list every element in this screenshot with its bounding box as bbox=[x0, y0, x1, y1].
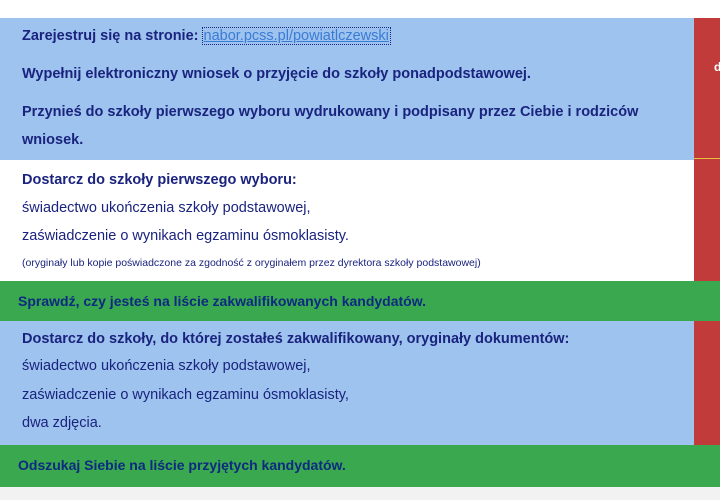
step-deliver-originals-panel bbox=[0, 321, 694, 445]
originals-heading: Dostarcz do szkoły, do której zostałeś zakwalifikowany, oryginały dokumentów: bbox=[22, 331, 570, 347]
deliver-heading: Dostarcz do szkoły pierwszego wyboru: bbox=[22, 172, 297, 188]
step-deliver-first-choice-panel bbox=[0, 160, 694, 281]
check-list-text: Sprawdź, czy jesteś na liście zakwalifikowanych kandydatów. bbox=[18, 293, 426, 309]
step-register-panel bbox=[0, 18, 694, 160]
bring-form-text-2: wniosek. bbox=[22, 132, 84, 148]
deliver-note: (oryginały lub kopie poświadczone za zgodność z oryginałem przez dyrektora szkoły podstawowej) bbox=[22, 257, 481, 269]
side-divider bbox=[694, 158, 720, 159]
bottom-strip bbox=[0, 487, 720, 500]
deliver-item-exam: zaświadczenie o wynikach egzaminu ósmoklasisty. bbox=[22, 228, 349, 244]
step-check-list-panel bbox=[0, 281, 720, 321]
originals-item-photos: dwa zdjęcia. bbox=[22, 415, 102, 431]
deliver-item-certificate: świadectwo ukończenia szkoły podstawowej, bbox=[22, 200, 311, 216]
side-column-lower bbox=[694, 321, 720, 445]
originals-item-exam: zaświadczenie o wynikach egzaminu ósmoklasisty, bbox=[22, 387, 349, 403]
side-column-upper bbox=[694, 18, 720, 281]
register-line bbox=[22, 28, 390, 44]
bring-form-text-1: Przynieś do szkoły pierwszego wyboru wydrukowany i podpisany przez Ciebie i rodziców bbox=[22, 104, 639, 120]
register-prefix: Zarejestruj się na stronie: bbox=[22, 28, 199, 44]
side-column-char: d bbox=[714, 60, 721, 74]
originals-item-certificate: świadectwo ukończenia szkoły podstawowej, bbox=[22, 358, 311, 374]
find-accepted-text: Odszukaj Siebie na liście przyjętych kandydatów. bbox=[18, 457, 346, 473]
step-find-accepted-panel bbox=[0, 445, 720, 487]
registration-link[interactable]: nabor.pcss.pl/powiatlczewski bbox=[203, 28, 389, 44]
fill-form-text: Wypełnij elektroniczny wniosek o przyjęcie do szkoły ponadpodstawowej. bbox=[22, 66, 531, 82]
